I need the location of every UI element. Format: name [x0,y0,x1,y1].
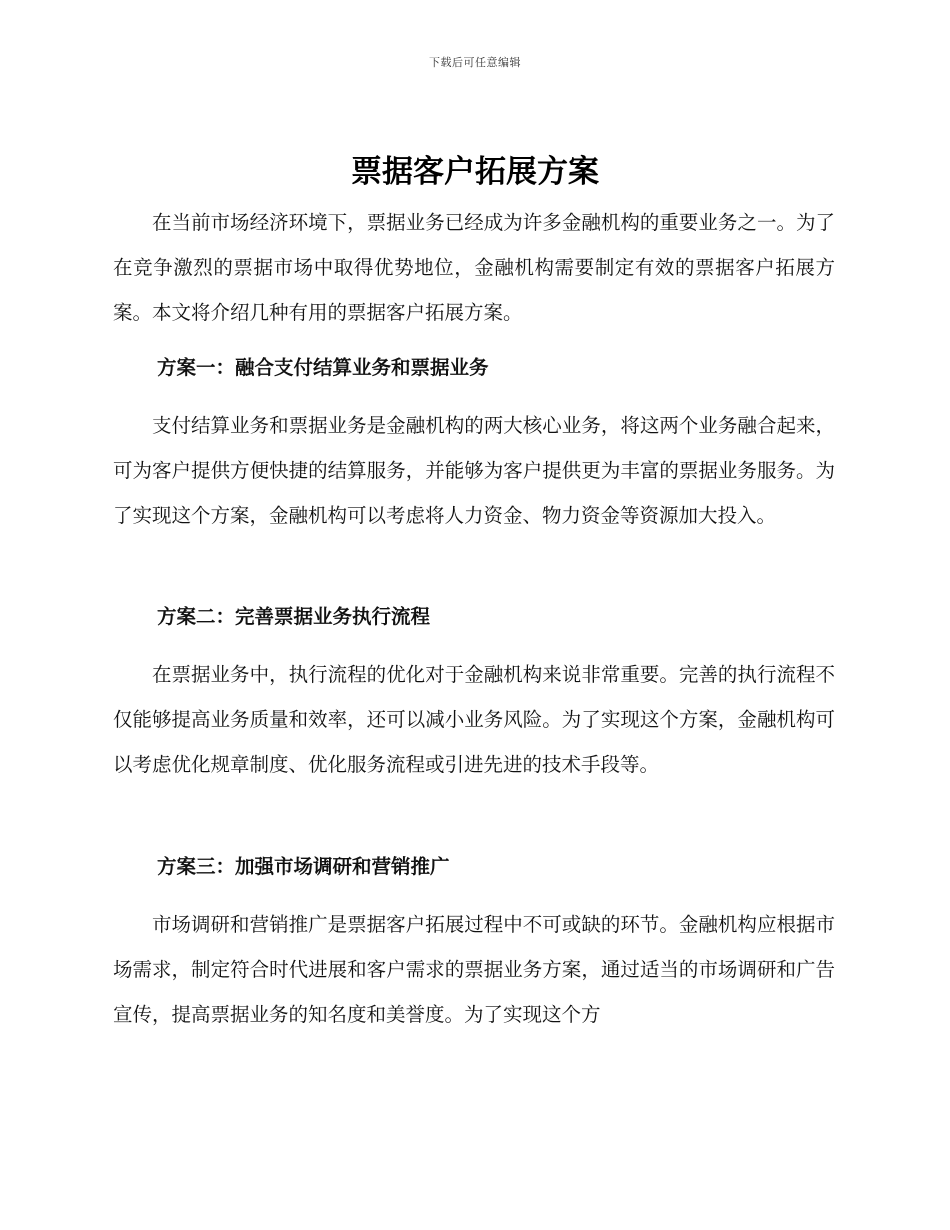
section-paragraph-1: 支付结算业务和票据业务是金融机构的两大核心业务，将这两个业务融合起来，可为客户提供方便快捷的结算服务，并能够为客户提供更为丰富的票据业务服务。为了实现这个方案，金融机构可以考虑将人力资金、物力资金等资源加大投入。 [113,414,835,527]
intro-block [113,200,835,335]
section-heading-2: 方案二：完善票据业务执行流程 [157,605,431,628]
section-body-block-3 [113,902,835,1037]
intro-paragraph: 在当前市场经济环境下，票据业务已经成为许多金融机构的重要业务之一。为了在竞争激烈的票据市场中取得优势地位，金融机构需要制定有效的票据客户拓展方案。本文将介绍几种有用的票据客户拓展方案。 [113,211,835,324]
section-body-block-2 [113,652,835,787]
section-paragraph-2: 在票据业务中，执行流程的优化对于金融机构来说非常重要。完善的执行流程不仅能够提高业务质量和效率，还可以减小业务风险。为了实现这个方案，金融机构可以考虑优化规章制度、优化服务流程或引进先进的技术手段等。 [113,663,835,776]
section-paragraph-3: 市场调研和营销推广是票据客户拓展过程中不可或缺的环节。金融机构应根据市场需求，制定符合时代进展和客户需求的票据业务方案，通过适当的市场调研和广告宣传，提高票据业务的知名度和美誉度。为了实现这个方 [113,913,835,1026]
section-body-block-1 [113,403,835,538]
header-note: 下载后可任意编辑 [429,56,521,69]
section-heading-1: 方案一：融合支付结算业务和票据业务 [157,356,489,379]
page-title: 票据客户拓展方案 [351,154,599,190]
section-heading-3: 方案三：加强市场调研和营销推广 [157,855,450,878]
